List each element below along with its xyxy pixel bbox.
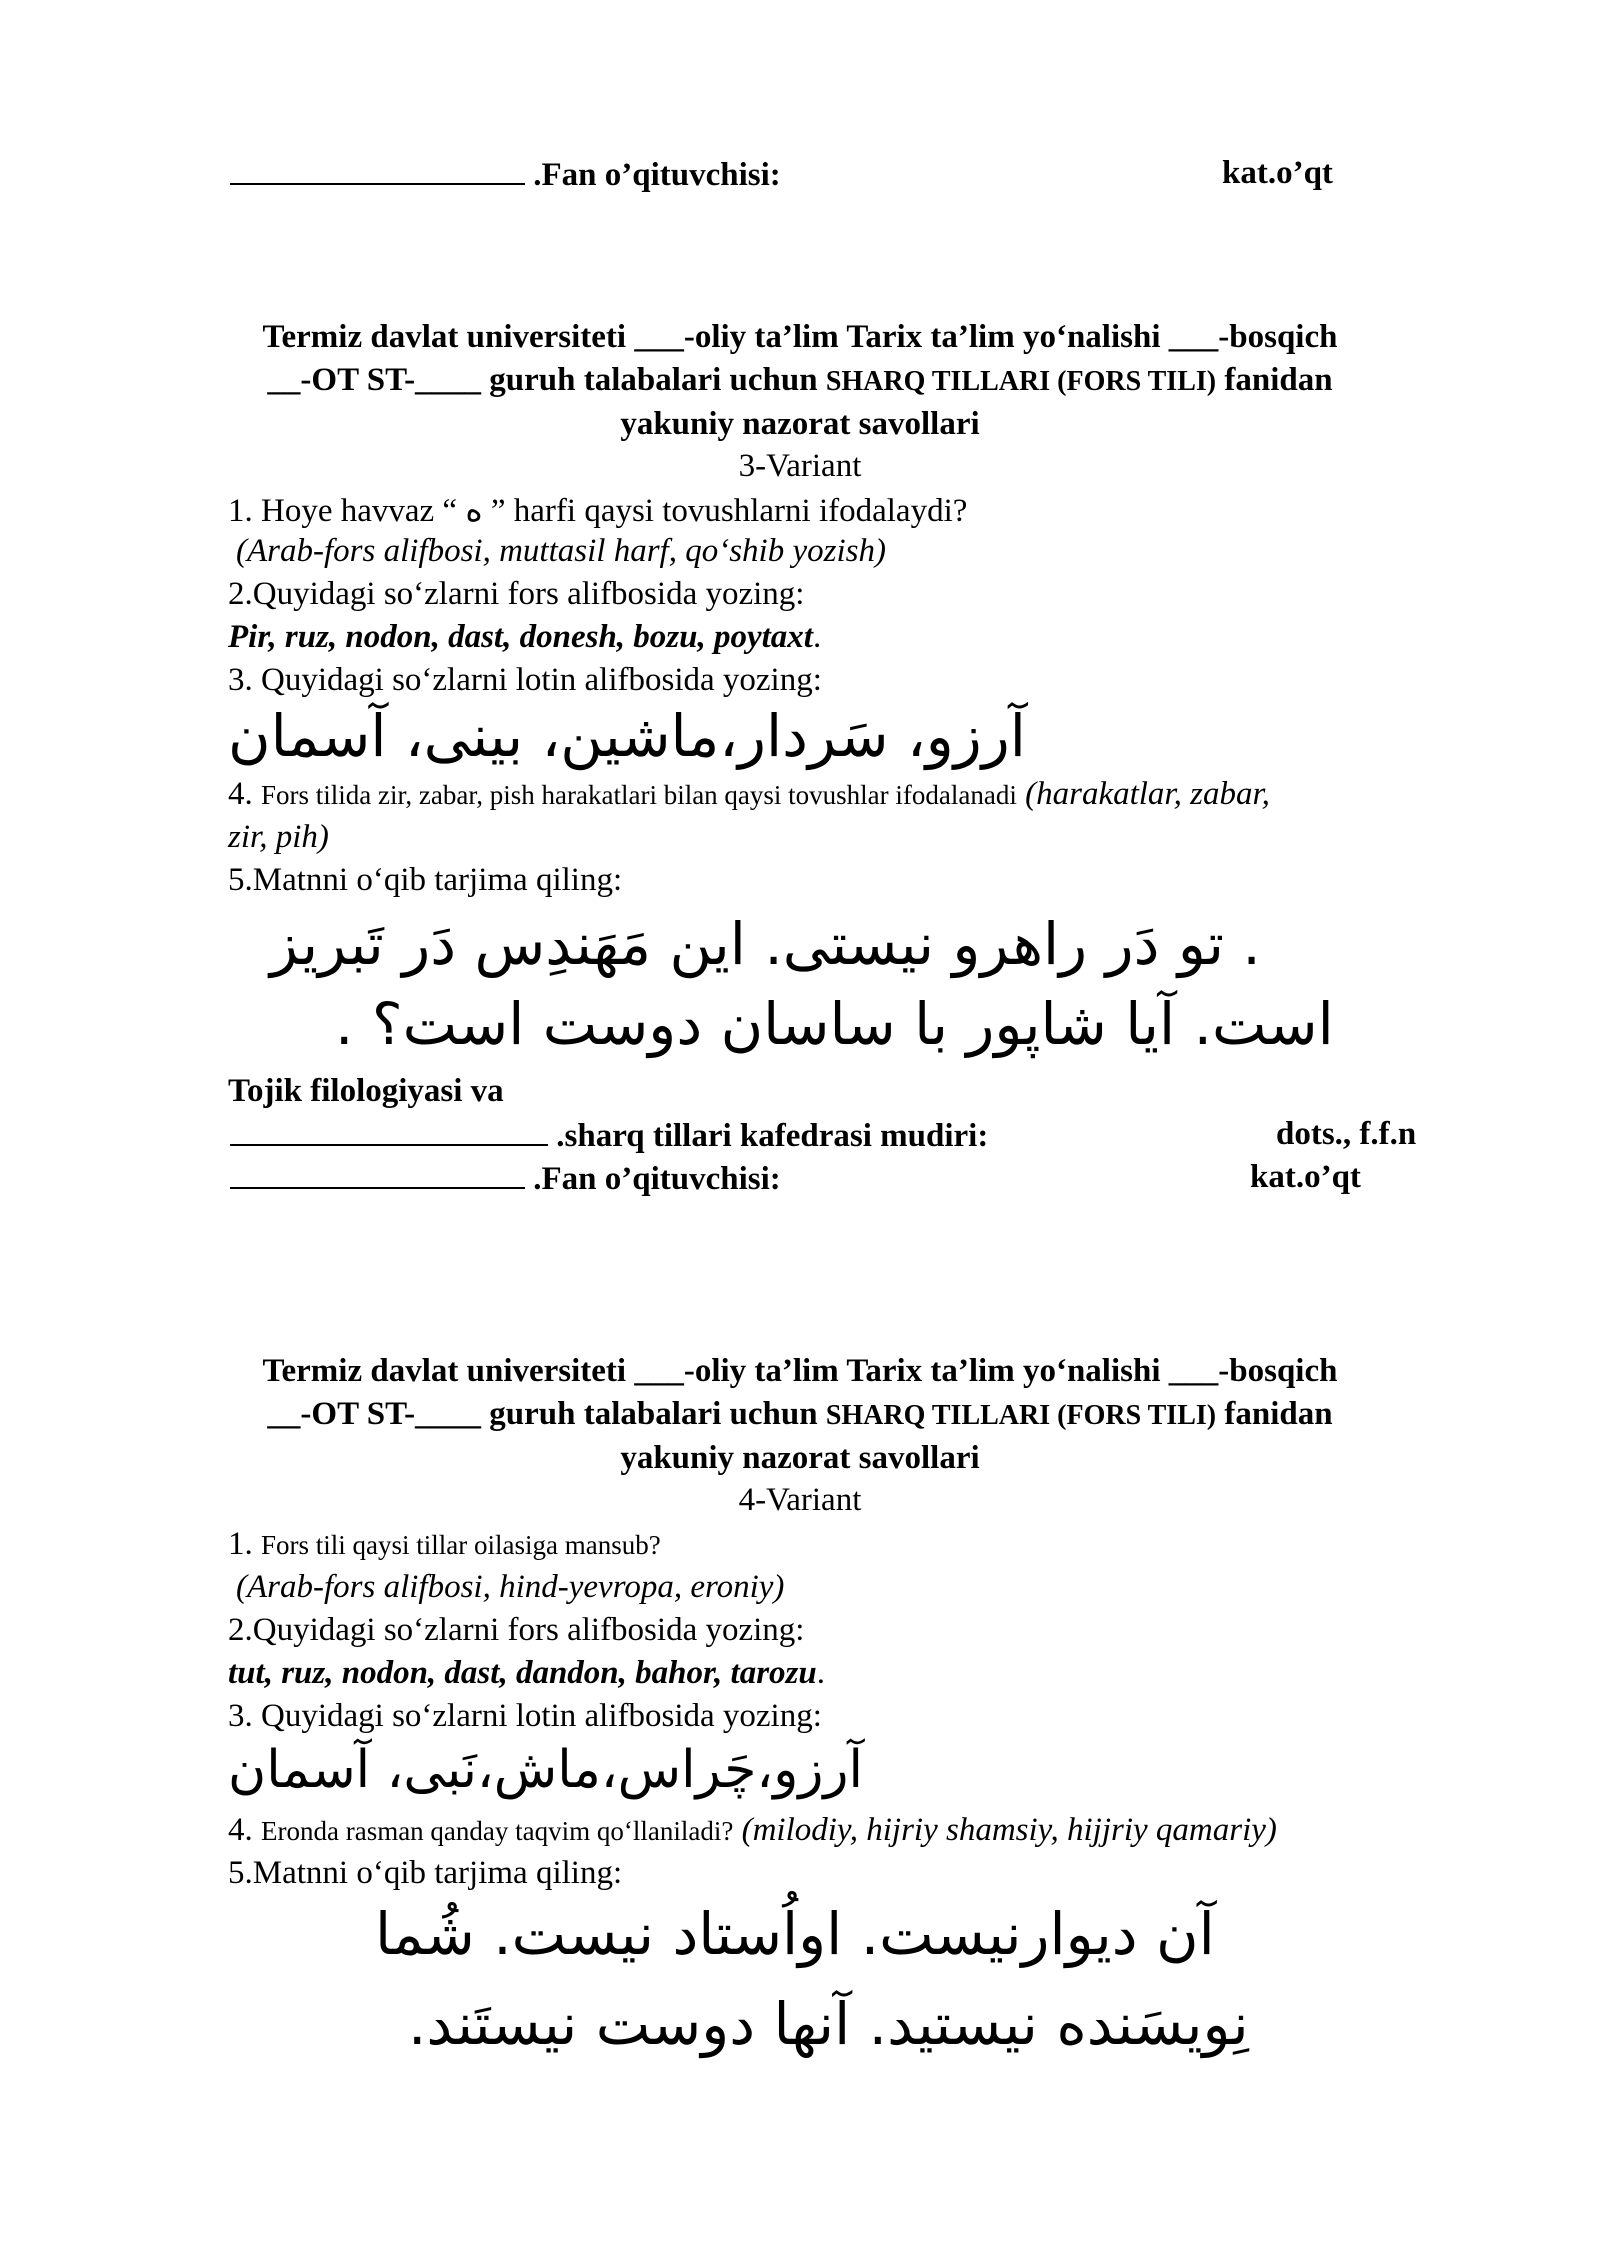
- v4-q2-word-list: tut, ruz, nodon, dast, dandon, bahor, tarozu: [228, 1655, 817, 1691]
- subject-name: SHARQ TILLARI (FORS TILI): [825, 366, 1217, 397]
- header-line2: [0, 359, 1600, 403]
- v3-question-3: 3. Quyidagi so‘zlarni lotin alifbosida yozing:: [228, 662, 822, 698]
- v3-q2-word-list: Pir, ruz, nodon, dast, donesh, bozu, poytaxt: [228, 619, 813, 655]
- dept-head-label: .sharq tillari kafedrasi mudiri:: [556, 1118, 989, 1154]
- top-teacher-signature: [230, 155, 781, 194]
- v3-question-4-hint-cont: zir, pih): [228, 819, 329, 855]
- header-line3: yakuniy nazorat savollari: [620, 1440, 980, 1476]
- v4-q1-number: 1.: [228, 1526, 253, 1562]
- signature-blank: [230, 1159, 525, 1189]
- variant3-header: [0, 316, 1600, 446]
- v4-question-2: 2.Quyidagi so‘zlarni fors alifbosida yozing:: [228, 1612, 805, 1648]
- v4-question-5-farsi-line2: نِویسَنده نیستید. آنها دوست نیستَند.: [408, 1990, 1249, 2058]
- teacher-label: .Fan o’qituvchisi:: [533, 157, 781, 193]
- v4-q4-number: 4.: [228, 1812, 253, 1848]
- signature-blank: [230, 155, 525, 185]
- v4-q2-period: .: [816, 1655, 825, 1691]
- v4-question-4: [228, 1812, 1277, 1849]
- v3-question-5-farsi-line2: است. آیا شاپور با ساسان دوست است؟ .: [335, 990, 1334, 1058]
- v4-question-2-words: [228, 1655, 825, 1692]
- v4-question-1: [228, 1526, 661, 1563]
- v4-q1-text: Fors tili qaysi tillar oilasiga mansub?: [261, 1530, 661, 1560]
- header-fanidan: fanidan: [1224, 362, 1333, 398]
- dept-head-signature: [230, 1116, 988, 1155]
- v3-question-4: [228, 776, 1270, 813]
- dept-line1: Tojik filologiyasi va: [228, 1073, 504, 1109]
- v3-question-2: 2.Quyidagi so‘zlarni fors alifbosida yozing:: [228, 576, 805, 612]
- teacher-signature: [230, 1159, 781, 1198]
- v3-question-5-farsi-line1: . تو دَر راهرو نیستی. این مَهَندِس دَر تَبریز: [270, 910, 1261, 978]
- v4-question-1-hint: (Arab-fors alifbosi, hind-yevropa, eroniy): [236, 1569, 785, 1605]
- header-line3: yakuniy nazorat savollari: [620, 406, 980, 442]
- signature-blank: [230, 1116, 548, 1146]
- v3-q4-text: Fors tilida zir, zabar, pish harakatlari bilan qaysi tovushlar ifodalanadi: [261, 780, 1017, 810]
- header-fanidan: fanidan: [1224, 1396, 1333, 1432]
- v4-question-3: 3. Quyidagi so‘zlarni lotin alifbosida yozing:: [228, 1698, 822, 1734]
- v3-q4-number: 4.: [228, 776, 253, 812]
- teacher-title: kat.o’qt: [1250, 1159, 1361, 1195]
- teacher-label: .Fan o’qituvchisi:: [533, 1161, 781, 1197]
- subject-name: SHARQ TILLARI (FORS TILI): [825, 1400, 1217, 1431]
- variant3-title: 3-Variant: [738, 448, 862, 484]
- v3-question-2-words: [228, 619, 821, 656]
- v3-q2-period: .: [812, 619, 822, 655]
- teacher-title: kat.o’qt: [1222, 155, 1333, 191]
- header-line1: Termiz davlat universiteti ___-oliy ta’lim Tarix ta’lim yo‘nalishi ___-bosqich: [262, 319, 1338, 355]
- v4-q4-text: Eronda rasman qanday taqvim qo‘llaniladi?: [261, 1816, 734, 1846]
- variant4-title: 4-Variant: [738, 1482, 862, 1518]
- header-group-text: __-OT ST-____ guruh talabalari uchun: [267, 362, 818, 398]
- v3-question-1: 1. Hoye havvaz “ ه ” harfi qaysi tovushlarni ifodalaydi?: [228, 493, 968, 529]
- v3-question-3-farsi: آرزو، سَردار،ماشین، بینی، آسمان: [228, 702, 1026, 770]
- header-group-text: __-OT ST-____ guruh talabalari uchun: [267, 1396, 818, 1432]
- v3-q4-hint: (harakatlar, zabar,: [1025, 776, 1270, 812]
- variant4-header: [0, 1350, 1600, 1480]
- v3-question-1-hint: (Arab-fors alifbosi, muttasil harf, qo‘shib yozish): [236, 533, 886, 569]
- v4-question-5: 5.Matnni o‘qib tarjima qiling:: [228, 1855, 623, 1891]
- v4-question-5-farsi-line1: آن دیوارنیست. اواُستاد نیست. شُما: [375, 1900, 1215, 1968]
- v4-q4-hint: (milodiy, hijriy shamsiy, hijjriy qamariy): [741, 1812, 1277, 1848]
- header-line2: [0, 1393, 1600, 1437]
- v4-question-3-farsi: آرزو،چَراس،ماش،نَبی، آسمان: [228, 1740, 863, 1800]
- header-line1: Termiz davlat universiteti ___-oliy ta’lim Tarix ta’lim yo‘nalishi ___-bosqich: [262, 1353, 1338, 1389]
- v3-question-5: 5.Matnni o‘qib tarjima qiling:: [228, 862, 623, 898]
- dept-head-title: dots., f.f.n: [1276, 1116, 1417, 1152]
